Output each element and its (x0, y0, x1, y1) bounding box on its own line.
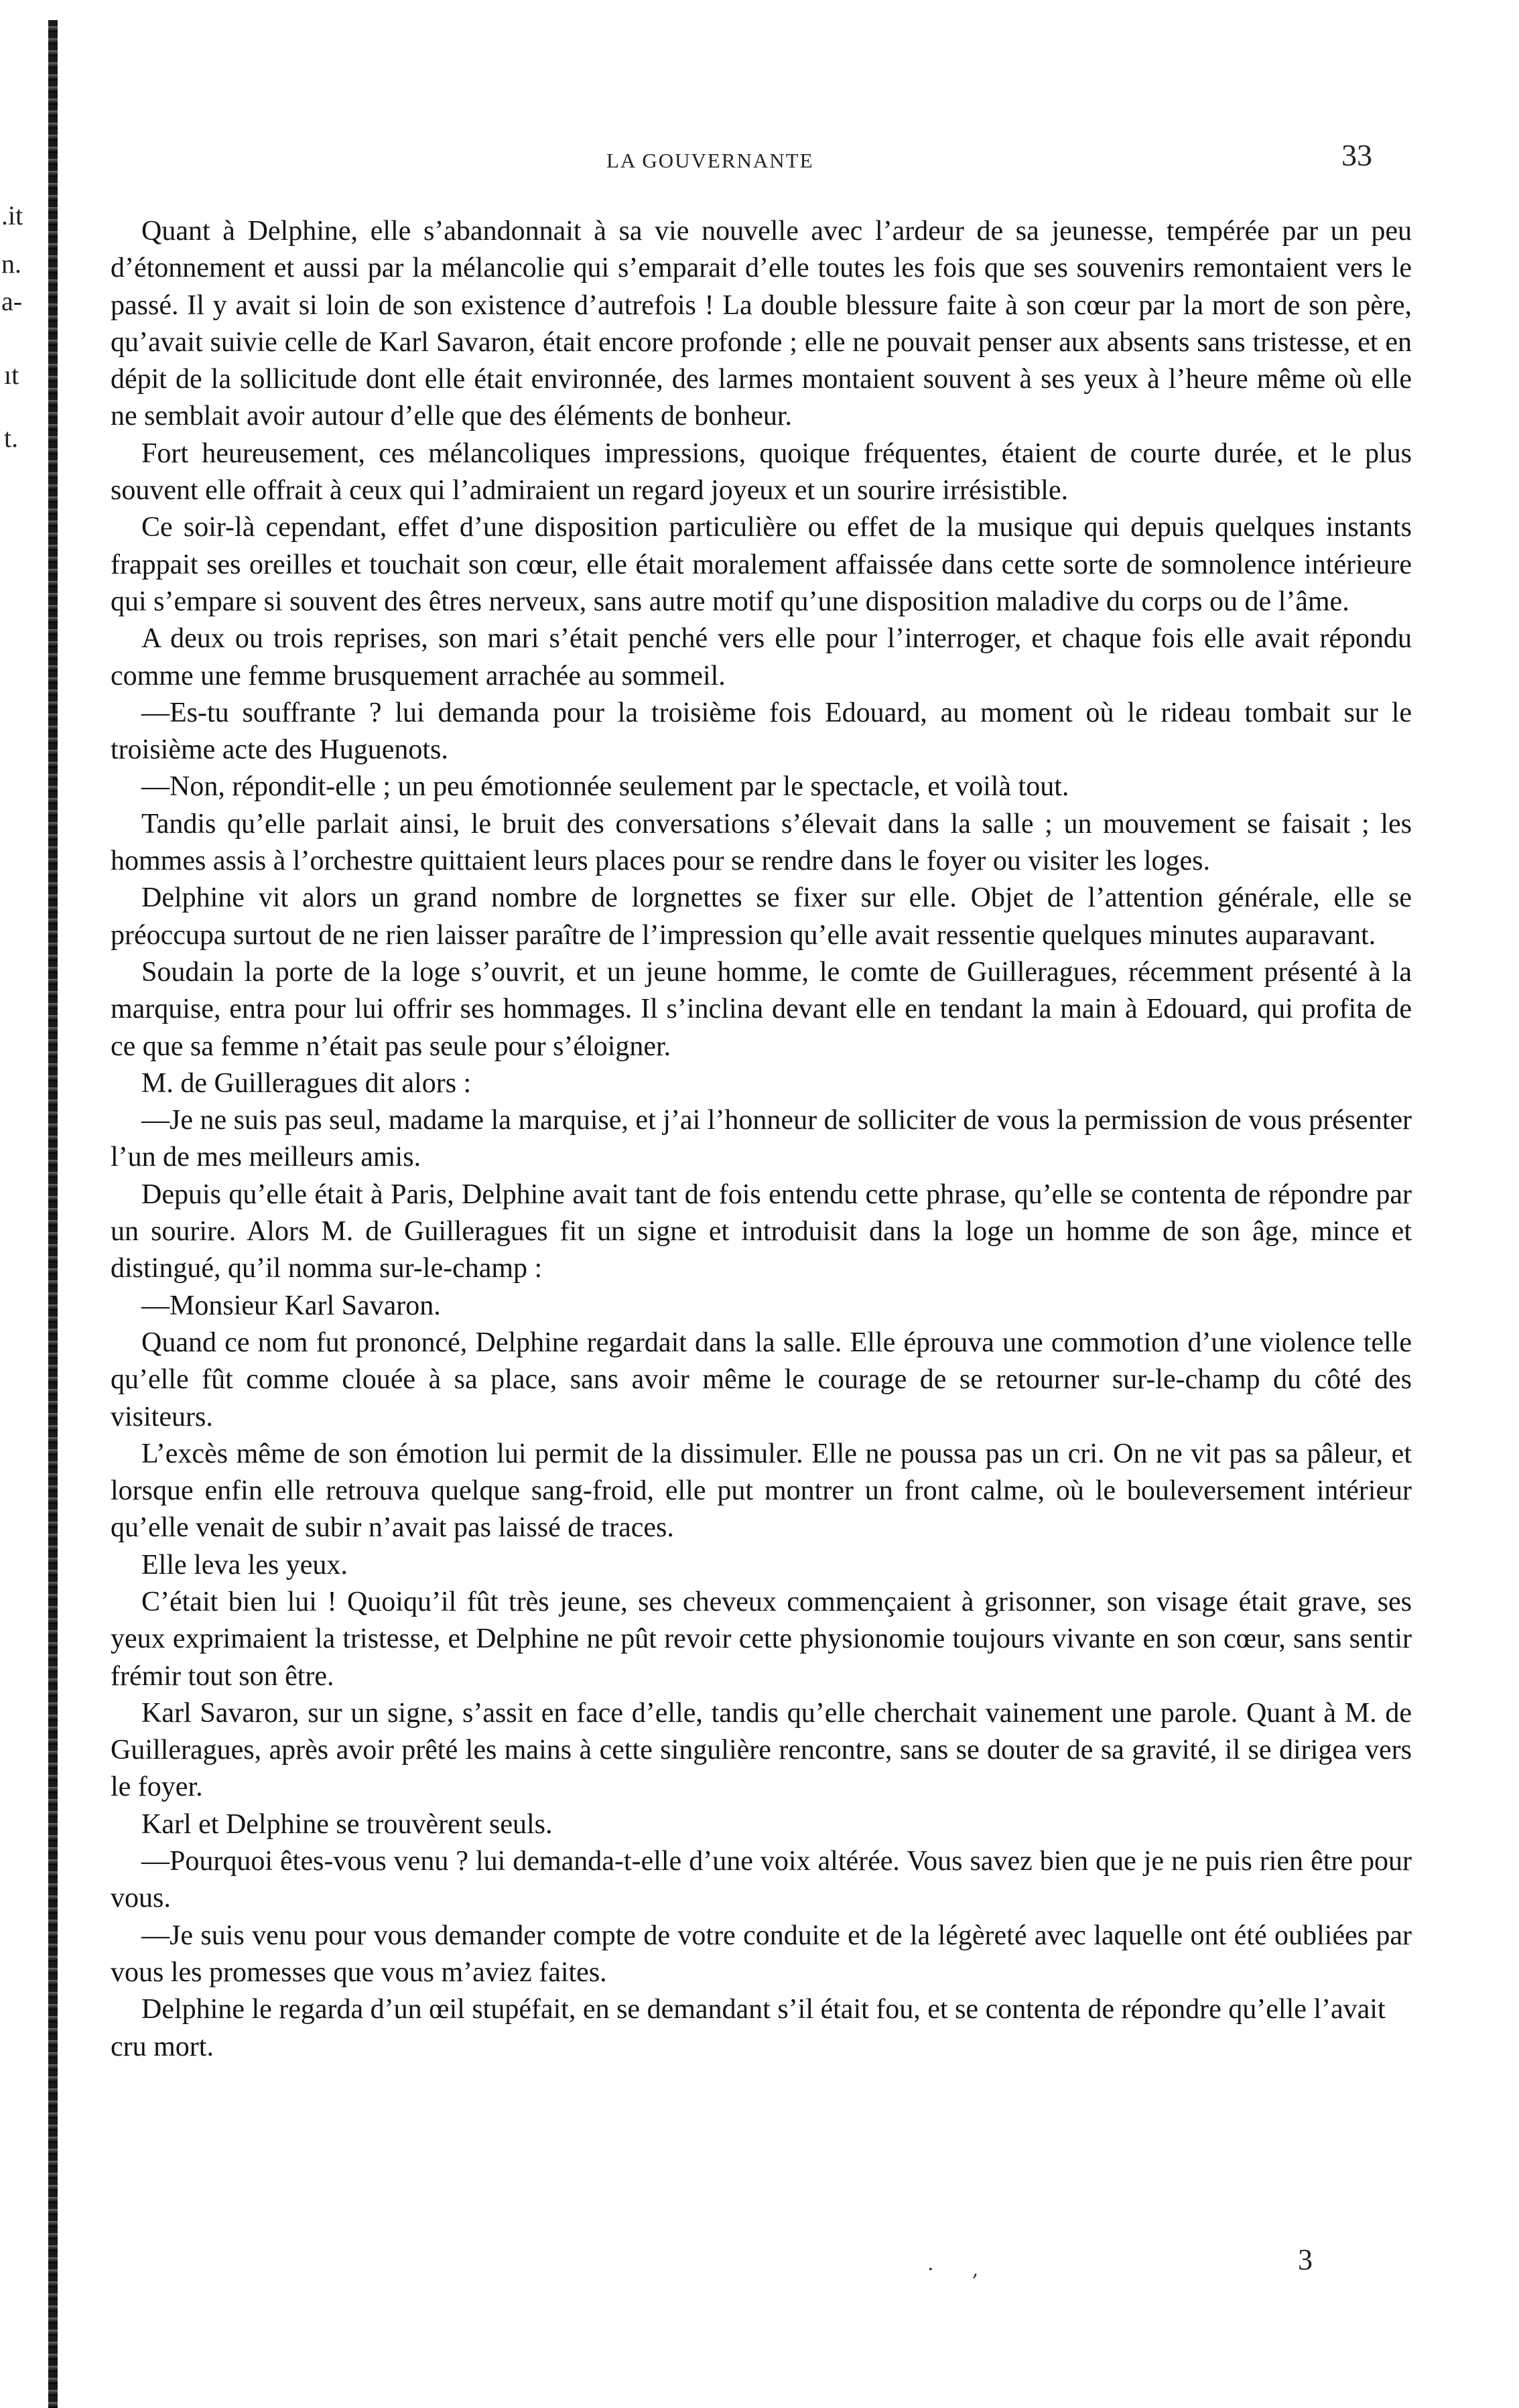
paragraph: M. de Guilleragues dit alors : (141, 1067, 472, 1099)
paragraph: Tandis qu’elle parlait ainsi, le bruit des conversations s’élevait dans la salle ; un mouvement se faisait ; les hommes assis à l’orchestre quittaient leurs places pour se rendre dans le foyer ou visiter les loges. (111, 808, 1412, 877)
paragraph: Fort heureusement, ces mélancoliques impressions, quoique fréquentes, étaient de courte durée, et le plus souvent elle offrait à ceux qui l’admiraient un regard joyeux et un sourire irrésistible. (111, 438, 1412, 507)
margin-fragment: ıt (4, 360, 19, 390)
paragraph: —Non, répondit-elle ; un peu émotionnée seulement par le spectacle, et voilà tout. (141, 771, 1069, 803)
paragraph: —Pourquoi êtes-vous venu ? lui demanda-t-elle d’une voix altérée. Vous savez bien que je ne puis rien être pour vous. (111, 1846, 1412, 1914)
margin-fragment: a- (1, 286, 23, 316)
paragraph: —Je suis venu pour vous demander compte de votre conduite et de la légèreté avec laquelle ont été oubliées par vous les promesses que vous m’aviez faites. (111, 1920, 1412, 1988)
paragraph: Delphine vit alors un grand nombre de lorgnettes se fixer sur elle. Objet de l’attention générale, elle se préoccupa surtout de ne rien laisser paraître de l’impression qu’elle avait ressentie quelques minutes auparavant. (111, 882, 1412, 951)
paragraph: A deux ou trois reprises, son mari s’était penché vers elle pour l’interroger, et chaque fois elle avait répondu comme une femme brusquement arrachée au sommeil. (111, 623, 1412, 691)
paragraph: —Monsieur Karl Savaron. (141, 1290, 441, 1321)
paragraph: Depuis qu’elle était à Paris, Delphine avait tant de fois entendu cette phrase, qu’elle se contenta de répondre par un sourire. Alors M. de Guilleragues fit un signe et introduisit dans la loge un homme de son âge, mince et distingué, qu’il nomma sur-le-champ : (111, 1179, 1412, 1284)
signature-mark: 3 (1298, 2243, 1313, 2276)
paragraph: Quand ce nom fut prononcé, Delphine regardait dans la salle. Elle éprouva une commotion d’une violence telle qu’elle fût comme clouée à sa place, sans avoir même le courage de se retourner sur-le-champ du côté des visiteurs. (111, 1327, 1412, 1432)
running-title: LA GOUVERNANTE (606, 149, 814, 172)
paragraph: —Je ne suis pas seul, madame la marquise, et j’ai l’honneur de solliciter de vous la permission de vous présenter l’un de mes meilleurs amis. (111, 1105, 1412, 1173)
margin-fragment: n. (1, 249, 21, 279)
paragraph: C’était bien lui ! Quoiqu’il fût très jeune, ses cheveux commençaient à grisonner, son visage était grave, ses yeux exprimaient la tristesse, et Delphine ne pût revoir cette physionomie toujours vivante en son cœur, sans sentir frémir tout son être. (111, 1586, 1412, 1692)
paragraph: Delphine le regarda d’un œil stupéfait, en se demandant s’il était fou, et se contenta de répondre qu’elle l’avait cru mort. (111, 1994, 1386, 2062)
paragraph: Elle leva les yeux. (141, 1549, 348, 1581)
body-text (111, 213, 1412, 2066)
paragraph: Karl et Delphine se trouvèrent seuls. (141, 1808, 553, 1840)
paragraph: Quant à Delphine, elle s’abandonnait à sa vie nouvelle avec l’ardeur de sa jeunesse, tempérée par un peu d’étonnement et aussi par la mélancolie qui s’emparait d’elle toutes les fois que ses souvenirs remontaient vers le passé. Il y avait si loin de son existence d’autrefois ! La double blessure faite à son cœur par la mort de son père, qu’avait suivie celle de Karl Savaron, était encore profonde ; elle ne pouvait penser aux absents sans tristesse, et en dépit de la sollicitude dont elle était environnée, des larmes montaient souvent à ses yeux à l’heure même où elle ne semblait avoir autour d’elle que des éléments de bonheur. (111, 216, 1412, 432)
paragraph: Karl Savaron, sur un signe, s’assit en face d’elle, tandis qu’elle cherchait vainement une parole. Quant à M. de Guilleragues, après avoir prêté les mains à cette singulière rencontre, sans se douter de sa gravité, il se dirigea vers le foyer. (111, 1697, 1412, 1803)
margin-fragment: t. (4, 423, 19, 453)
print-specks: · , (927, 2258, 979, 2281)
paragraph: L’excès même de son émotion lui permit de la dissimuler. Elle ne poussa pas un cri. On ne vit pas sa pâleur, et lorsque enfin elle retrouva quelque sang-froid, elle put montrer un front calme, où le bouleversement intérieur qu’elle venait de subir n’avait pas laissé de traces. (111, 1438, 1412, 1544)
book-spine-edge (48, 20, 58, 2408)
margin-fragment: .it (1, 200, 23, 230)
page-number: 33 (1341, 138, 1372, 172)
binding-gutter (0, 0, 101, 2408)
paragraph: Soudain la porte de la loge s’ouvrit, et un jeune homme, le comte de Guilleragues, récemment présenté à la marquise, entra pour lui offrir ses hommages. Il s’inclina devant elle en tendant la main à Edouard, qui profita de ce que sa femme n’était pas seule pour s’éloigner. (111, 956, 1412, 1062)
paragraph: —Es-tu souffrante ? lui demanda pour la troisième fois Edouard, au moment où le rideau tombait sur le troisième acte des Huguenots. (111, 697, 1412, 766)
paragraph: Ce soir-là cependant, effet d’une disposition particulière ou effet de la musique qui depuis quelques instants frappait ses oreilles et touchait son cœur, elle était moralement affaissée dans cette sorte de somnolence intérieure qui s’empare si souvent des êtres nerveux, sans autre motif qu’une disposition maladive du corps ou de l’âme. (111, 512, 1412, 617)
